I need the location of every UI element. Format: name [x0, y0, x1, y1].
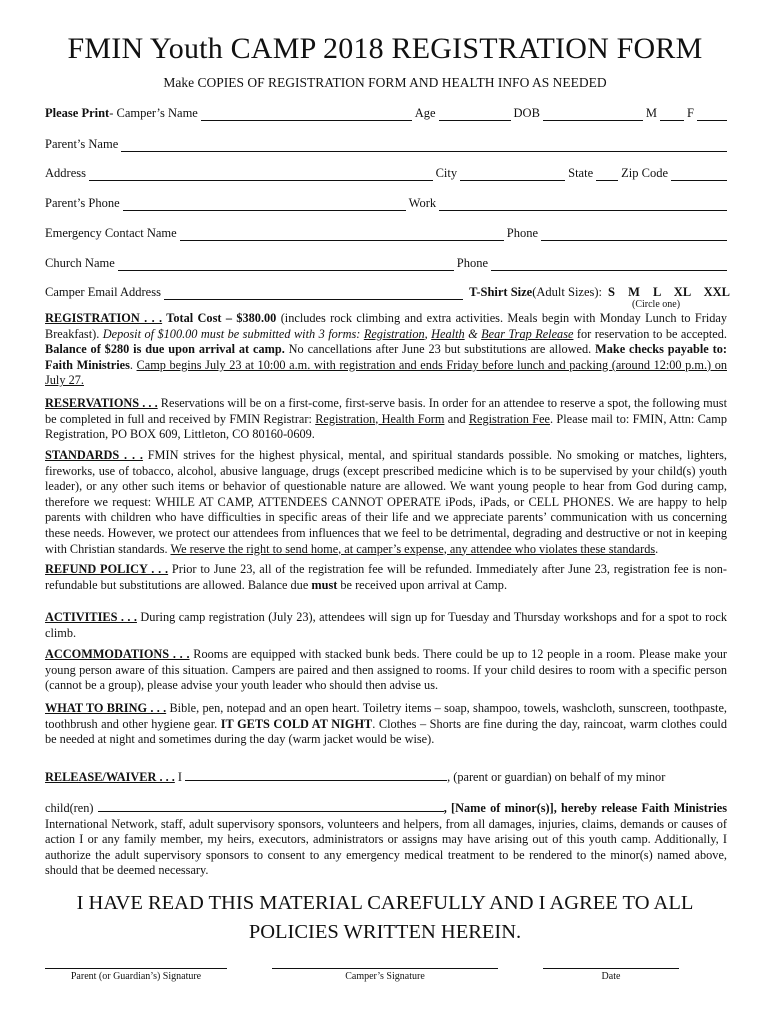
church-phone-field[interactable] [491, 259, 727, 271]
parent-name-label: Parent’s Name [45, 137, 119, 151]
separator: & [464, 326, 482, 341]
release-text: child(ren) [45, 801, 98, 815]
mailing-address: . Please mail to: FMIN, Attn: Camp Registration, PO BOX 609, Littleton, CO 80160-0609. [45, 411, 727, 442]
parent-phone-row [45, 196, 730, 211]
form-health: Health [431, 326, 465, 341]
camper-name-label: - Camper’s Name [109, 106, 198, 120]
activities-text: During camp registration (July 23), attendees will sign up for Tuesday and Thursday workshops and for a spot to rock climb. [45, 610, 727, 640]
dob-field[interactable] [543, 109, 643, 121]
refund-section [45, 562, 727, 593]
reservations-text: and [444, 411, 469, 426]
address-label: Address [45, 166, 86, 180]
accommodations-section [45, 647, 727, 694]
registration-fee: Registration Fee [468, 411, 550, 426]
agreement-statement [0, 889, 770, 947]
parent-signature-label: Parent (or Guardian’s) Signature [70, 971, 202, 982]
email-tshirt-row [45, 285, 730, 300]
registration-text: for reservation to be accepted. [573, 326, 727, 341]
emergency-contact-row [45, 226, 730, 241]
what-to-bring-text: . Clothes – Shorts are fine during the day, raincoat, warm clothes could be needed at night and sometimes during the day (warm jacket would be wise). [45, 716, 727, 747]
church-name-field[interactable] [118, 259, 454, 271]
registration-section [45, 311, 727, 389]
male-field[interactable] [660, 109, 684, 121]
standards-heading: STANDARDS . . . [45, 448, 143, 462]
form-title: FMIN Youth CAMP 2018 REGISTRATION FORM [67, 32, 703, 65]
send-home-policy: We reserve the right to send home, at camper’s expense, any attendee who violates these standards [170, 541, 656, 556]
camper-signature-label: Camper’s Signature [345, 971, 425, 982]
registration-text: No cancellations after June 23 but substitutions are allowed. [284, 342, 596, 357]
release-text: , (parent or guardian) on behalf of my minor [447, 770, 666, 784]
camper-info-row [45, 106, 730, 121]
standards-text: . [655, 541, 659, 556]
minor-name-field[interactable] [98, 800, 444, 812]
parent-signature-line[interactable] [45, 968, 227, 982]
tshirt-label: T-Shirt Size [469, 285, 533, 299]
zip-label: Zip Code [621, 166, 668, 180]
emergency-contact-field[interactable] [180, 229, 504, 241]
emergency-phone-field[interactable] [541, 229, 727, 241]
release-body [45, 800, 727, 879]
camper-name-field[interactable] [201, 109, 412, 121]
tshirt-sizes[interactable]: S M L XL XXL [608, 285, 730, 299]
church-phone-label: Phone [456, 256, 488, 270]
reservations-section [45, 396, 727, 443]
work-phone-field[interactable] [439, 199, 727, 211]
agreement-line-1: I HAVE READ THIS MATERIAL CAREFULLY AND I AGREE TO ALL [76, 892, 694, 914]
age-field[interactable] [439, 109, 511, 121]
circle-one-note: (Circle one) [632, 299, 681, 310]
what-to-bring-section [45, 701, 727, 748]
reservations-heading: RESERVATIONS . . . [45, 396, 158, 410]
camper-signature-line[interactable] [272, 968, 498, 982]
release-text: International Network, staff, adult supervisory sponsors, volunteers and helpers, from all damages, injuries, claims, demands or causes of action I or any family member, my heirs, executors, administrators or assigns may have arising out of this youth camp. Additionally, I authorize the adult supervisory sponsors to consent to any emergency medical treatment to be rendered to the minor(s) named above, should that be deemed necessary. [45, 816, 727, 878]
male-label: M [645, 106, 658, 120]
zip-field[interactable] [671, 169, 727, 181]
camper-email-field[interactable] [164, 288, 463, 300]
city-field[interactable] [460, 169, 565, 181]
form-registration: Registration [363, 326, 425, 341]
checks-payable: Make checks payable to: Faith Ministries [45, 342, 727, 372]
date-label: Date [601, 971, 621, 982]
standards-section [45, 448, 727, 557]
camp-dates: Camp begins July 23 at 10:00 a.m. with registration and ends Friday before lunch and packing (around 12:00 p.m.) on July 27. [45, 357, 727, 388]
city-label: City [435, 166, 458, 180]
state-label: State [568, 166, 594, 180]
please-print-label: Please Print [45, 106, 110, 120]
female-label: F [687, 106, 694, 120]
registration-text: (includes rock climbing and extra activities. Meals begin with Monday Lunch to Friday Breakfast). [45, 311, 727, 341]
church-name-label: Church Name [45, 256, 115, 270]
address-field[interactable] [89, 169, 433, 181]
release-minors: , [Name of minor(s)], hereby release Faith Ministries [443, 801, 727, 815]
release-text: I [174, 770, 186, 784]
refund-text: be received upon arrival at Camp. [337, 577, 508, 592]
form-subtitle: Make COPIES OF REGISTRATION FORM AND HEALTH INFO AS NEEDED [163, 75, 607, 90]
separator: , [424, 326, 432, 341]
tshirt-note: (Adult Sizes): [532, 285, 603, 299]
camper-email-label: Camper Email Address [45, 285, 161, 299]
agreement-line-2: POLICIES WRITTEN HEREIN. [248, 921, 522, 943]
parent-name-field[interactable] [121, 140, 727, 152]
refund-text: Prior to June 23, all of the registration fee will be refunded. Immediately after June 23, registration fee is non-refundable but substitutions are allowed. Balance due [45, 562, 727, 592]
guardian-name-field[interactable] [185, 769, 447, 781]
female-field[interactable] [697, 109, 727, 121]
age-label: Age [414, 106, 436, 120]
parent-phone-label: Parent’s Phone [45, 196, 120, 210]
form-bear-trap: Bear Trap Release [481, 326, 574, 341]
what-to-bring-heading: WHAT TO BRING . . . [45, 701, 167, 715]
required-forms: Registration, Health Form [315, 411, 445, 426]
emergency-phone-label: Phone [506, 226, 538, 240]
reservations-text: Reservations will be on a first-come, first-serve basis. In order for an attendee to reserve a spot, the following must be completed in full and received by FMIN Registrar: [45, 396, 727, 426]
refund-heading: REFUND POLICY . . . [45, 562, 169, 576]
emergency-contact-label: Emergency Contact Name [45, 226, 177, 240]
balance-due: Balance of $280 is due upon arrival at camp. [45, 342, 285, 357]
registration-heading: REGISTRATION . . . [45, 311, 163, 325]
release-heading: RELEASE/WAIVER . . . [45, 770, 175, 784]
dob-label: DOB [513, 106, 540, 120]
church-row [45, 256, 730, 271]
what-to-bring-text: Bible, pen, notepad and an open heart. Toiletry items – soap, shampoo, towels, washcloth, sunscreen, toothpaste, toothbrush and other hygiene gear. [45, 701, 727, 731]
cold-warning: IT GETS COLD AT NIGHT [220, 716, 373, 731]
refund-must: must [311, 577, 338, 592]
accommodations-heading: ACCOMMODATIONS . . . [45, 647, 190, 661]
registration-text: . [129, 357, 137, 372]
accommodations-text: Rooms are equipped with stacked bunk beds. There could be up to 12 people in a room. Please make your young person aware of this situation. Campers are paired and then assigned to rooms. If your child desires to room with a specific person (cannot be a group), please advise your youth leader who should then advise us. [45, 647, 727, 693]
work-label: Work [408, 196, 437, 210]
release-line-1 [45, 769, 727, 786]
parent-name-row [45, 137, 730, 152]
standards-text: FMIN strives for the highest physical, mental, and spiritual standards possible. No smoking or matches, lighters, fireworks, use of tobacco, alcohol, abusive language, drugs (except prescribed medicine which is to be supervised by your child(s) youth leader), or any other such items or behavior of questionable nature are allowed. We want young people to hear from God during camp, therefore we request: WHILE AT CAMP, ATTENDEES CANNOT OPERATE iPods, iPads, or CELL PHONES. We are happy to help parents with children who have difficulties in specific areas of their life and we appreciate parents’ communication with us concerning these needs. However, we protect our attendees from influences that we feel to be detrimental, degrading and destructive or not in keeping with Christian standards. [45, 448, 727, 556]
parent-phone-field[interactable] [123, 199, 406, 211]
address-row [45, 166, 730, 181]
deposit-text: Deposit of $100.00 must be submitted with 3 forms: [102, 326, 364, 341]
activities-heading: ACTIVITIES . . . [45, 610, 137, 624]
activities-section [45, 610, 727, 641]
date-line[interactable] [543, 968, 679, 982]
total-cost: Total Cost – $380.00 [162, 311, 277, 325]
state-field[interactable] [596, 169, 618, 181]
